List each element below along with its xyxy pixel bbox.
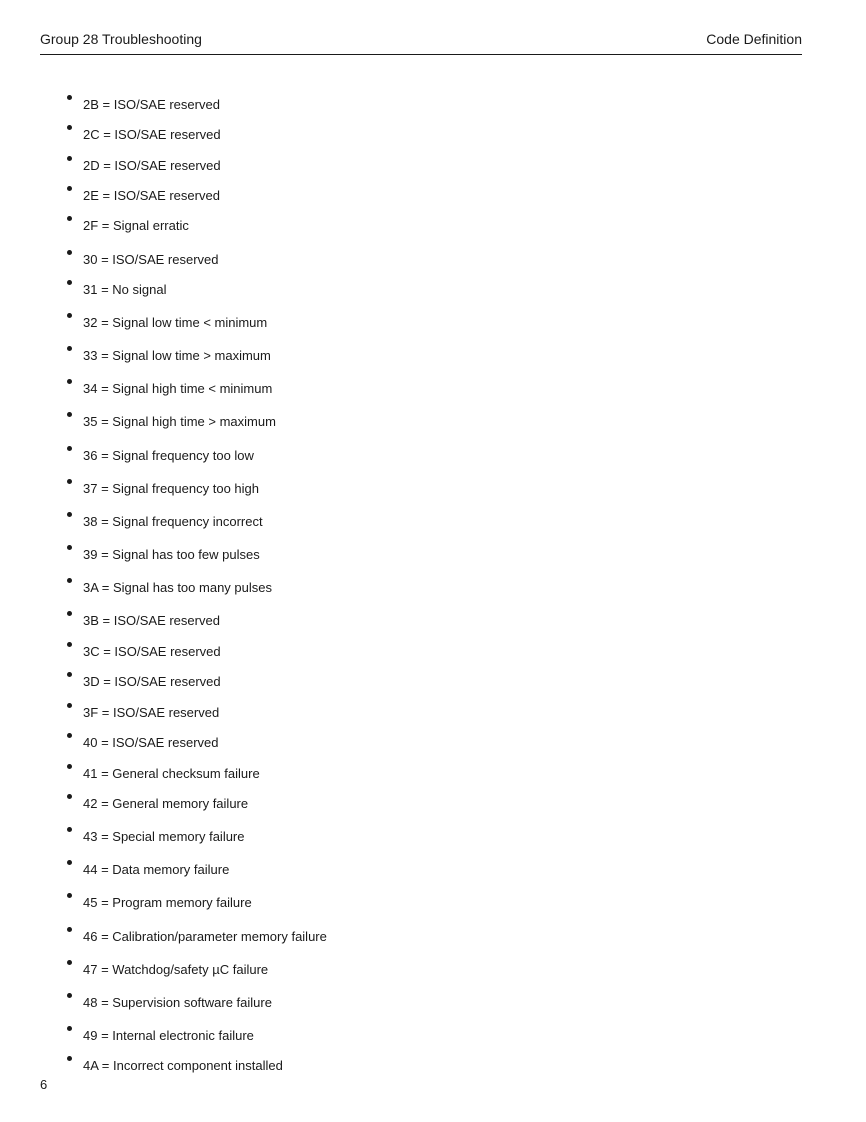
bullet-icon: [67, 794, 72, 799]
bullet-icon: [67, 545, 72, 550]
bullet-icon: [67, 512, 72, 517]
code-definition-text: 32 = Signal low time < minimum: [83, 315, 268, 330]
code-definition-text: 3B = ISO/SAE reserved: [83, 613, 220, 628]
bullet-icon: [67, 156, 72, 161]
bullet-icon: [67, 927, 72, 932]
page-number: 6: [40, 1077, 48, 1092]
code-definition-text: 2B = ISO/SAE reserved: [83, 97, 220, 112]
bullet-icon: [67, 578, 72, 583]
code-definition-text: 3D = ISO/SAE reserved: [83, 674, 221, 689]
bullet-icon: [67, 703, 72, 708]
bullet-icon: [67, 446, 72, 451]
bullet-icon: [67, 95, 72, 100]
bullet-icon: [67, 346, 72, 351]
bullet-icon: [67, 280, 72, 285]
code-definition-text: 46 = Calibration/parameter memory failure: [83, 929, 327, 944]
bullet-icon: [67, 827, 72, 832]
bullet-icon: [67, 960, 72, 965]
code-definition-text: 37 = Signal frequency too high: [83, 481, 259, 496]
code-definition-text: 36 = Signal frequency too low: [83, 448, 254, 463]
header-rule: [40, 54, 802, 55]
header-title-right: Code Definition: [706, 31, 802, 47]
code-definition-text: 3F = ISO/SAE reserved: [83, 705, 220, 720]
code-definition-text: 34 = Signal high time < minimum: [83, 381, 273, 396]
bullet-icon: [67, 860, 72, 865]
code-definition-text: 43 = Special memory failure: [83, 829, 245, 844]
code-definition-text: 4A = Incorrect component installed: [83, 1058, 283, 1073]
header-title-left: Group 28 Troubleshooting: [40, 31, 202, 47]
code-definition-text: 40 = ISO/SAE reserved: [83, 735, 219, 750]
bullet-icon: [67, 216, 72, 221]
bullet-icon: [67, 125, 72, 130]
bullet-icon: [67, 1056, 72, 1061]
bullet-icon: [67, 893, 72, 898]
code-definition-text: 2C = ISO/SAE reserved: [83, 127, 221, 142]
code-definition-text: 3C = ISO/SAE reserved: [83, 644, 221, 659]
bullet-icon: [67, 379, 72, 384]
code-definition-text: 48 = Supervision software failure: [83, 995, 272, 1010]
code-definition-text: 2E = ISO/SAE reserved: [83, 188, 220, 203]
bullet-icon: [67, 1026, 72, 1031]
code-definition-text: 35 = Signal high time > maximum: [83, 414, 276, 429]
code-definition-text: 41 = General checksum failure: [83, 766, 260, 781]
code-definition-text: 3A = Signal has too many pulses: [83, 580, 272, 595]
code-definition-text: 47 = Watchdog/safety µC failure: [83, 962, 269, 977]
bullet-icon: [67, 672, 72, 677]
code-definition-text: 2D = ISO/SAE reserved: [83, 158, 221, 173]
code-definition-text: 49 = Internal electronic failure: [83, 1028, 254, 1043]
code-definition-text: 31 = No signal: [83, 282, 167, 297]
code-definition-text: 2F = Signal erratic: [83, 218, 189, 233]
bullet-icon: [67, 186, 72, 191]
bullet-icon: [67, 993, 72, 998]
code-definition-text: 39 = Signal has too few pulses: [83, 547, 260, 562]
bullet-icon: [67, 479, 72, 484]
code-definition-text: 30 = ISO/SAE reserved: [83, 252, 219, 267]
code-definition-text: 33 = Signal low time > maximum: [83, 348, 271, 363]
bullet-icon: [67, 313, 72, 318]
code-definition-text: 44 = Data memory failure: [83, 862, 230, 877]
bullet-icon: [67, 764, 72, 769]
bullet-icon: [67, 733, 72, 738]
code-definition-text: 42 = General memory failure: [83, 796, 249, 811]
code-definition-text: 45 = Program memory failure: [83, 895, 252, 910]
bullet-icon: [67, 412, 72, 417]
bullet-icon: [67, 642, 72, 647]
bullet-icon: [67, 250, 72, 255]
bullet-icon: [67, 611, 72, 616]
code-definition-text: 38 = Signal frequency incorrect: [83, 514, 263, 529]
